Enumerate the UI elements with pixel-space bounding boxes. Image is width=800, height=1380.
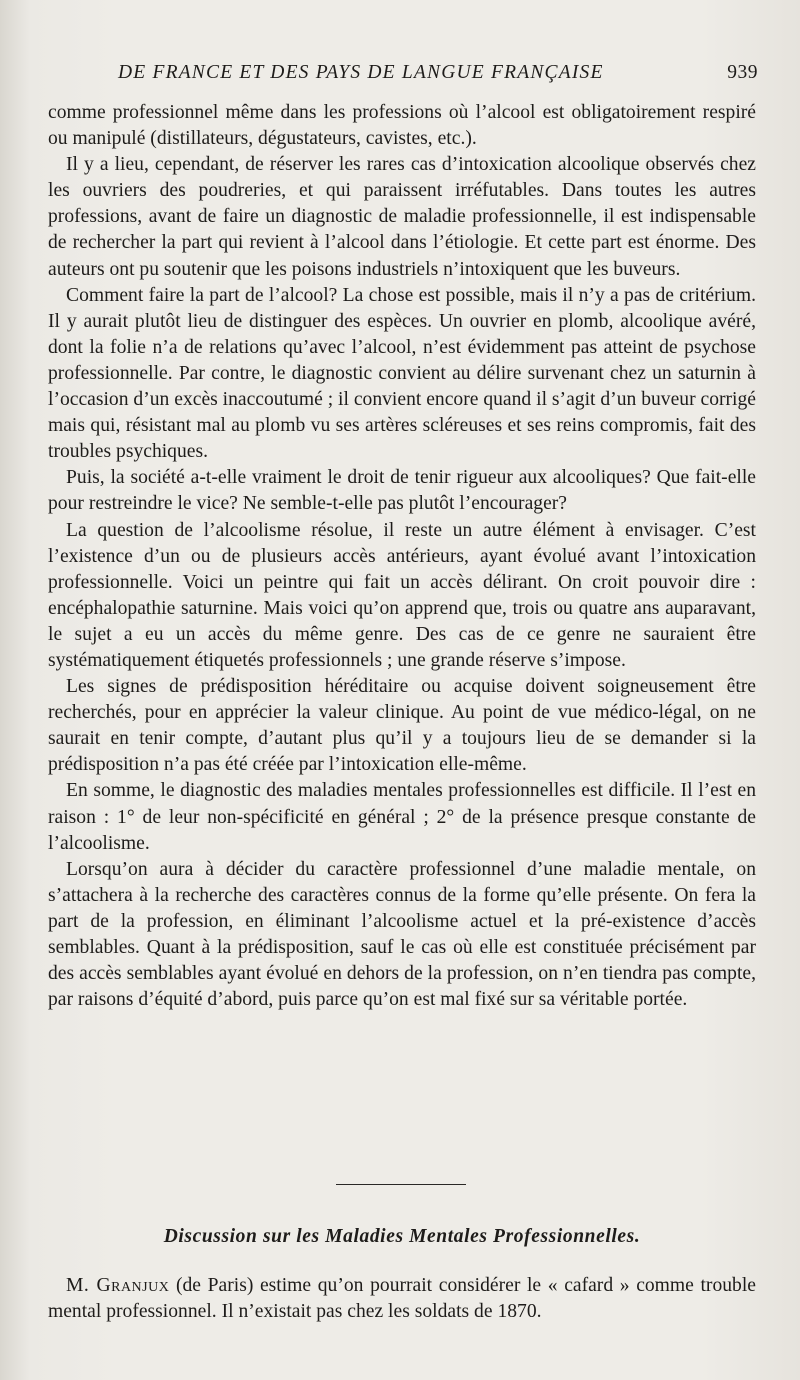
paragraph: Les signes de prédisposition héréditaire ou acquise doivent soigneusement être recherchés, pour en apprécier la valeur clinique. Au point de vue médico-légal, on ne saurait en tenir compte, d’autant plus qu’il y a toujours lieu de se demander si la prédisposition n’a pas été créée par l’intoxication elle-même. (48, 676, 756, 776)
paragraph: Comment faire la part de l’alcool? La chose est possible, mais il n’y a pas de critérium. Il y aurait plutôt lieu de distinguer des espèces. Un ouvrier en plomb, alcoolique avéré, dont la folie n’a de relations qu’avec l’alcool, n’est évidemment pas atteint de psychose professionnelle. Par contre, le diagnostic convient au délire survenant chez un saturnin à l’occasion d’un excès inaccoutumé ; il convient encore quand il s’agit d’un buveur corrigé mais qui, résistant mal au plomb vu ses artères scléreuses et ses reins compromis, fait des troubles psychiques. (48, 284, 756, 463)
page-number: 939 (727, 62, 758, 83)
running-title: DE FRANCE ET DES PAYS DE LANGUE FRANÇAISE (118, 62, 604, 83)
paragraph: comme professionnel même dans les professions où l’alcool est obligatoirement respiré ou manipulé (distillateurs, dégustateurs, cavistes, etc.). (48, 102, 756, 150)
paragraph: Il y a lieu, cependant, de réserver les rares cas d’intoxication alcoolique observés chez les ouvriers des poudreries, et qui paraissent irréfutables. Dans toutes les autres professions, avant de faire un diagnostic de maladie professionnelle, il est indispensable de rechercher la part qui revient à l’alcool dans l’étiologie. Et cette part est énorme. Des auteurs ont pu soutenir que les poisons industriels n’intoxiquent que les buveurs. (48, 154, 756, 280)
section-divider (336, 1184, 466, 1185)
discussion-text (48, 1273, 756, 1325)
speaker-name: M. Granjux (66, 1275, 170, 1296)
paragraph: La question de l’alcoolisme résolue, il reste un autre élément à envisager. C’est l’existence d’un ou de plusieurs accès antérieurs, ayant évolué avant l’intoxication professionnelle. Voici un peintre qui fait un accès délirant. On croit pouvoir dire : encéphalopathie saturnine. Mais voici qu’on apprend que, trois ou quatre ans auparavant, le sujet a eu un accès du même genre. Des cas de ce genre ne sauraient être systématiquement étiquetés professionnels ; une grande réserve s’impose. (48, 519, 756, 671)
body-text (48, 100, 756, 1013)
paragraph: Lorsqu’on aura à décider du caractère professionnel d’une maladie mentale, on s’attachera à la recherche des caractères connus de la forme qu’elle présente. On fera la part de la profession, en éliminant l’alcoolisme actuel et la pré-existence d’accès semblables. Quant à la prédisposition, sauf le cas où elle est constituée précisément par des accès semblables ayant évolué en dehors de la profession, on n’en tiendra pas compte, par raisons d’équité d’abord, puis parce qu’on est mal fixé sur sa véritable portée. (48, 858, 756, 1011)
running-header (118, 62, 758, 88)
section-title: Discussion sur les Maladies Mentales Professionnelles. (163, 1226, 641, 1247)
paragraph: En somme, le diagnostic des maladies mentales professionnelles est difficile. Il l’est en raison : 1° de leur non-spécificité en général ; 2° de la présence presque constante de l’alcoolisme. (48, 780, 756, 854)
discussion-paragraph (48, 1273, 756, 1325)
paragraph: Puis, la société a-t-elle vraiment le droit de tenir rigueur aux alcooliques? Que fait-elle pour restreindre le vice? Ne semble-t-elle pas plutôt l’encourager? (48, 467, 756, 515)
discussion-body: (de Paris) estime qu’on pourrait considérer le « cafard » comme trouble mental professionnel. Il n’existait pas chez les soldats de 1870. (48, 1275, 756, 1322)
